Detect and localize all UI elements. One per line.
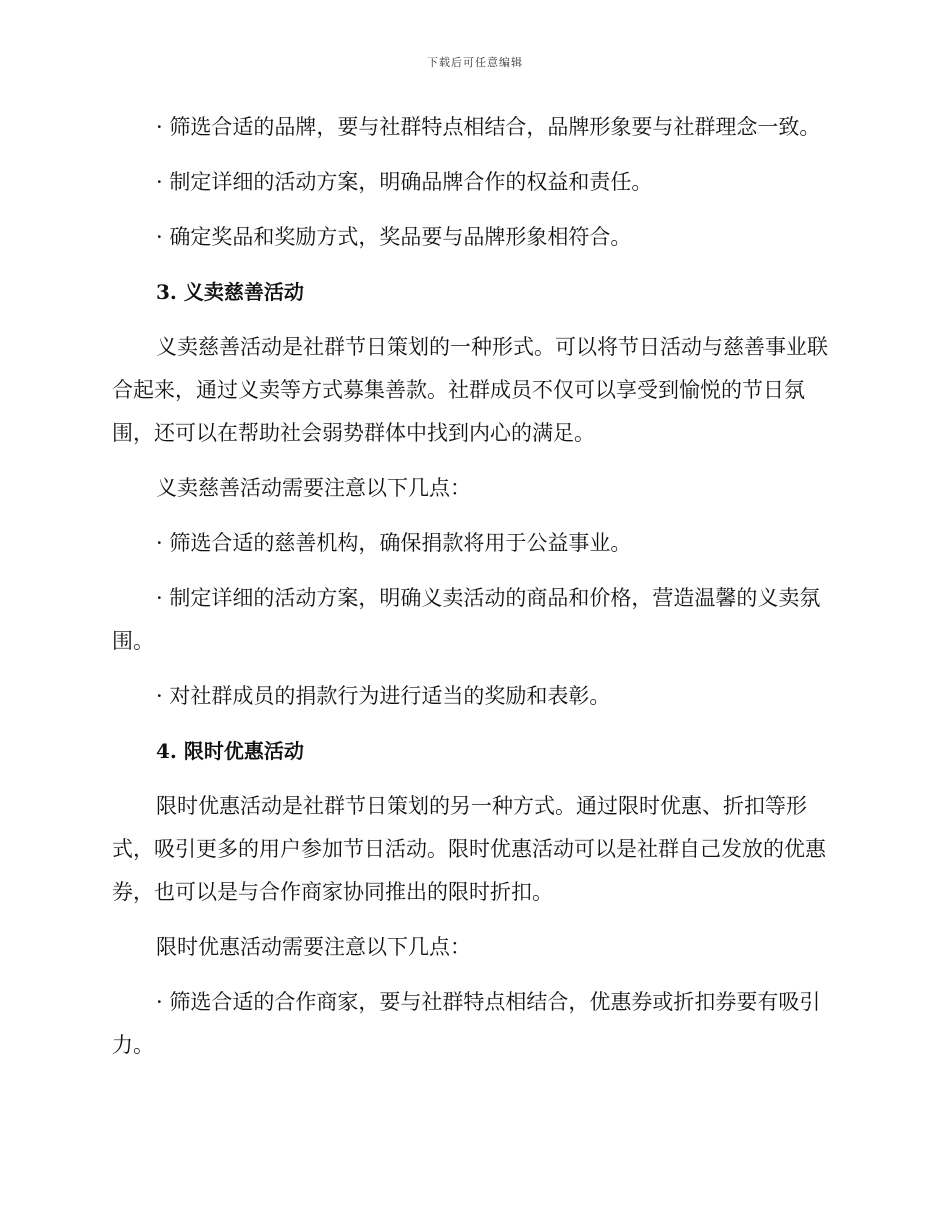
document-body <box>112 106 840 1067</box>
bullet-paragraph: · 筛选合适的慈善机构，确保捐款将用于公益事业。 <box>156 531 632 555</box>
bullet-paragraph: · 筛选合适的品牌，要与社群特点相结合，品牌形象要与社群理念一致。 <box>156 115 821 139</box>
body-paragraph: 限时优惠活动需要注意以下几点： <box>156 935 471 959</box>
bullet-paragraph: · 制定详细的活动方案，明确义卖活动的商品和价格，营造温馨的义卖氛围。 <box>112 586 821 653</box>
section-heading: 3. 义卖慈善活动 <box>156 280 304 304</box>
bullet-paragraph: · 制定详细的活动方案，明确品牌合作的权益和责任。 <box>156 170 653 194</box>
body-paragraph: 义卖慈善活动是社群节日策划的一种形式。可以将节日活动与慈善事业联合起来，通过义卖等方式募集善款。社群成员不仅可以享受到愉悦的节日氛围，还可以在帮助社会弱势群体中找到内心的满足。 <box>112 335 828 445</box>
bullet-paragraph: · 筛选合适的合作商家，要与社群特点相结合，优惠券或折扣券要有吸引力。 <box>112 990 821 1057</box>
body-paragraph: 义卖慈善活动需要注意以下几点： <box>156 476 471 500</box>
body-paragraph: 限时优惠活动是社群节日策划的另一种方式。通过限时优惠、折扣等形式，吸引更多的用户参加节日活动。限时优惠活动可以是社群自己发放的优惠券，也可以是与合作商家协同推出的限时折扣。 <box>112 794 826 904</box>
bullet-paragraph: · 对社群成员的捐款行为进行适当的奖励和表彰。 <box>156 684 611 708</box>
section-heading: 4. 限时优惠活动 <box>156 739 304 763</box>
page-header: 下载后可任意编辑 <box>427 56 523 69</box>
bullet-paragraph: · 确定奖品和奖励方式，奖品要与品牌形象相符合。 <box>156 225 632 249</box>
